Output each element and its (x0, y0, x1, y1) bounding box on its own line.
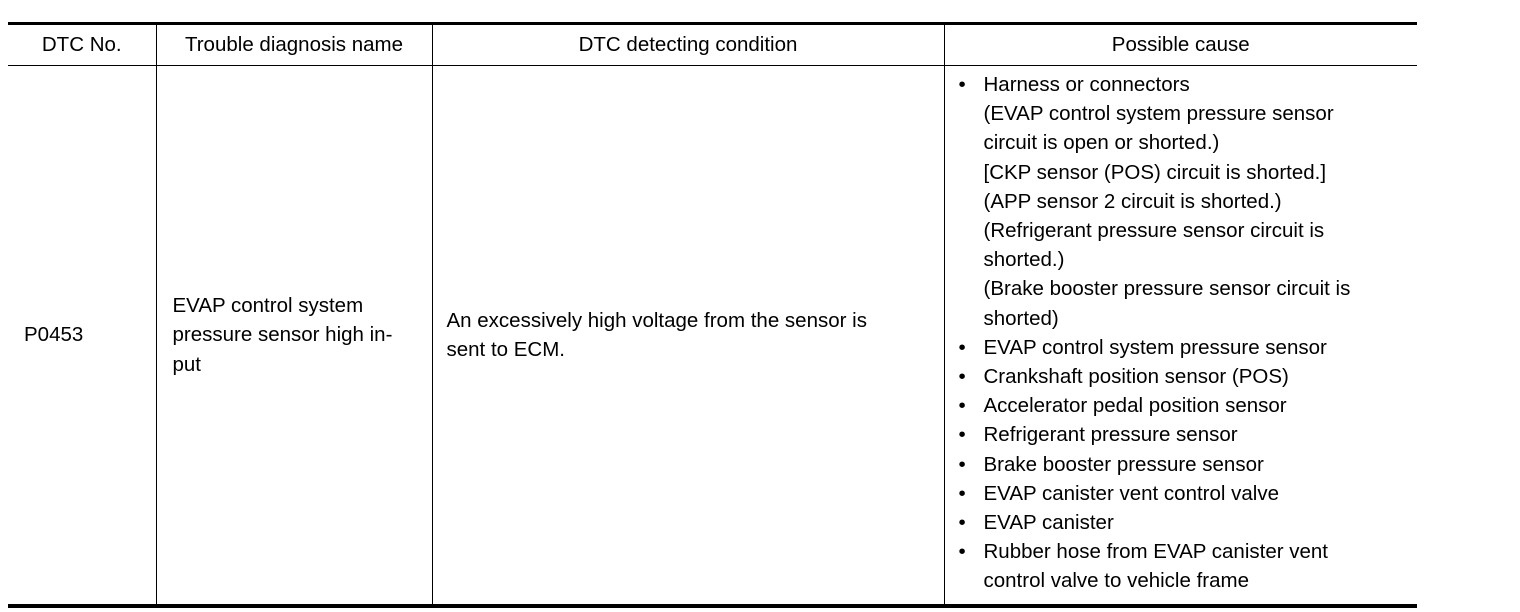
condition-line: An excessively high voltage from the sensor is (446, 308, 867, 332)
cause-item (959, 70, 1410, 333)
bullet-icon: • (958, 365, 966, 389)
bullet-icon: • (958, 423, 966, 447)
header-detecting-condition: DTC detecting condition (432, 24, 944, 66)
cause-item (959, 333, 1410, 362)
cause-list (959, 70, 1410, 596)
cause-line: Accelerator pedal position sensor (983, 394, 1287, 418)
cause-line: [CKP sensor (POS) circuit is shorted.] (983, 160, 1327, 184)
bullet-icon: • (958, 452, 966, 476)
cause-item (959, 362, 1410, 391)
cause-line: Refrigerant pressure sensor (983, 423, 1238, 447)
cause-line: circuit is open or shorted.) (983, 131, 1220, 155)
cause-line: Brake booster pressure sensor (983, 452, 1264, 476)
cause-line: (APP sensor 2 circuit is shorted.) (983, 189, 1282, 213)
cause-item (959, 450, 1410, 479)
bullet-icon: • (958, 394, 966, 418)
trouble-name-line: EVAP control system (172, 294, 364, 318)
trouble-name-line: put (172, 352, 201, 376)
cause-line: (EVAP control system pressure sensor (983, 102, 1334, 126)
cause-line: EVAP control system pressure sensor (983, 335, 1327, 359)
cause-line: Crankshaft position sensor (POS) (983, 365, 1289, 389)
trouble-name-line: pressure sensor high in- (172, 323, 393, 347)
dtc-code: P0453 (24, 323, 84, 347)
table-body (8, 66, 1417, 607)
bullet-icon: • (958, 335, 966, 359)
bullet-icon: • (958, 511, 966, 535)
cause-item (959, 479, 1410, 508)
cause-line: Rubber hose from EVAP canister vent (983, 540, 1328, 564)
cause-item (959, 420, 1410, 449)
table-row (8, 66, 1417, 607)
bullet-icon: • (958, 481, 966, 505)
cause-item (959, 508, 1410, 537)
cause-line: (Brake booster pressure sensor circuit is (983, 277, 1351, 301)
condition-line: sent to ECM. (446, 338, 565, 361)
header-possible-cause: Possible cause (944, 24, 1417, 66)
trouble-name-cell (156, 66, 432, 607)
cause-item (959, 391, 1410, 420)
possible-cause-cell (944, 66, 1417, 607)
bullet-icon: • (958, 540, 966, 564)
cause-line: control valve to vehicle frame (983, 569, 1249, 593)
cause-line: shorted) (983, 306, 1059, 330)
cause-line: (Refrigerant pressure sensor circuit is (983, 219, 1325, 243)
cause-item (959, 537, 1410, 595)
table-header (8, 24, 1417, 66)
cause-line: EVAP canister vent control valve (983, 481, 1279, 505)
cause-line: EVAP canister (983, 511, 1114, 535)
cause-line: Harness or connectors (983, 73, 1190, 96)
header-dtc-no: DTC No. (41, 33, 122, 57)
detecting-condition-cell (432, 66, 944, 607)
dtc-table (8, 22, 1417, 608)
bullet-icon: • (958, 73, 966, 96)
cause-line: shorted.) (983, 248, 1065, 272)
header-row (8, 24, 1417, 66)
dtc-code-cell (8, 66, 156, 607)
header-trouble-diagnosis-name: Trouble diagnosis name (156, 24, 432, 66)
